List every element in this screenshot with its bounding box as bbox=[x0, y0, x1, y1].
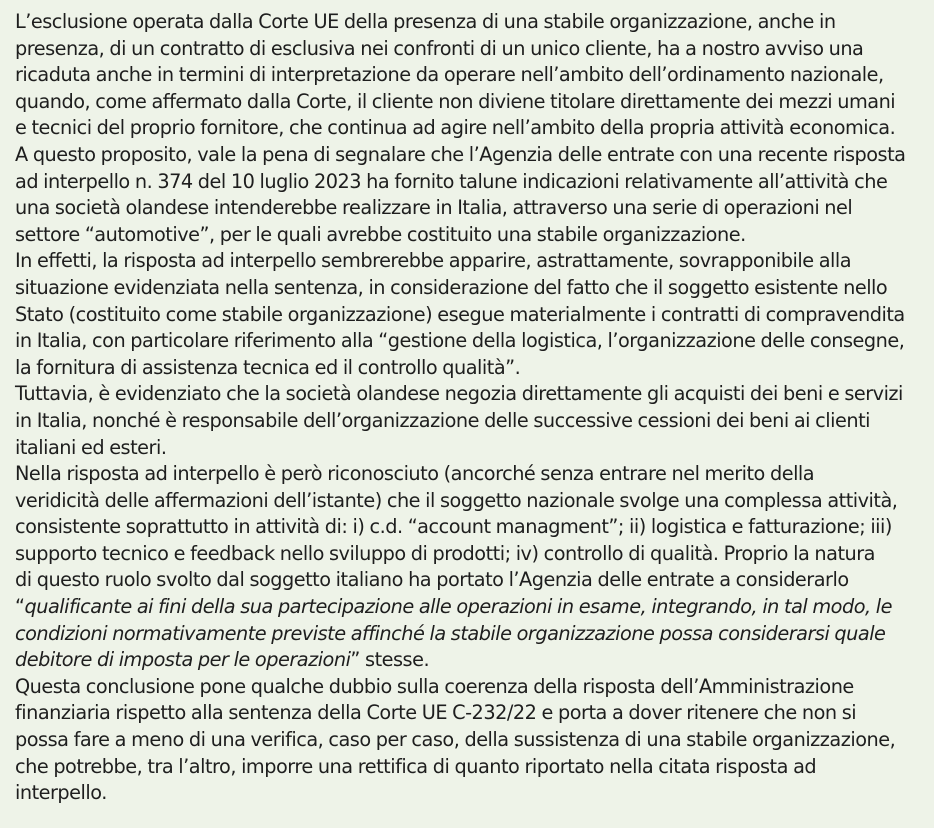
text-line: Tuttavia, è evidenziato che la società olandese negozia direttamente gli acquisti dei beni e servizi bbox=[15, 382, 903, 406]
paragraph-in-effetti bbox=[15, 248, 927, 381]
text-line: In effetti, la risposta ad interpello sembrerebbe apparire, astrattamente, sovrapponibile alla bbox=[15, 249, 852, 273]
quote-close-text: ” stesse. bbox=[350, 648, 430, 672]
text-line: A questo proposito, vale la pena di segnalare che l’Agenzia delle entrate con una recente risposta bbox=[15, 142, 906, 166]
paragraph-interpello-374 bbox=[15, 142, 927, 248]
text-line: di questo ruolo svolto dal soggetto italiano ha portato l’Agenzia delle entrate a considerarlo bbox=[15, 568, 849, 592]
text-line: italiani ed esteri. bbox=[15, 435, 167, 459]
quote-line bbox=[15, 621, 927, 648]
text-line: una società olandese intenderebbe realizzare in Italia, attraverso una serie di operazioni nel bbox=[15, 196, 853, 220]
text-line: consistente soprattutto in attività di: i) c.d. “account managment”; ii) logistica e fatturazione; iii) bbox=[15, 515, 892, 539]
text-line: veridicità delle affermazioni dell’istante) che il soggetto nazionale svolge una complessa attività, bbox=[15, 488, 898, 512]
text-line: in Italia, con particolare riferimento alla “gestione della logistica, l’organizzazione delle consegne, bbox=[15, 329, 905, 353]
text-line: la fornitura di assistenza tecnica ed il controllo qualità”. bbox=[15, 355, 521, 379]
document-body bbox=[15, 9, 927, 807]
text-line: Stato (costituito come stabile organizzazione) esegue materialmente i contratti di compravendita bbox=[15, 302, 905, 326]
quote-open-mark: “ bbox=[15, 595, 25, 619]
text-line: settore “automotive”, per le quali avrebbe costituito una stabile organizzazione. bbox=[15, 222, 746, 246]
text-line: in Italia, nonché è responsabile dell’organizzazione delle successive cessioni dei beni ai clienti bbox=[15, 408, 870, 432]
paragraph-conclusione bbox=[15, 674, 927, 807]
text-line: Questa conclusione pone qualche dubbio sulla coerenza della risposta dell’Amministrazione bbox=[15, 674, 854, 698]
quote-line bbox=[15, 647, 927, 674]
italic-quote: qualificante ai fini della sua partecipazione alle operazioni in esame, integrando, in tal modo, le bbox=[24, 595, 892, 619]
text-line: che potrebbe, tra l’altro, imporre una rettifica di quanto riportato nella citata risposta ad bbox=[15, 754, 817, 778]
text-line: quando, come affermato dalla Corte, il cliente non diviene titolare direttamente dei mezzi umani bbox=[15, 89, 896, 113]
text-line: ricaduta anche in termini di interpretazione da operare nell’ambito dell’ordinamento nazionale, bbox=[15, 63, 884, 87]
italic-quote: debitore di imposta per le operazioni bbox=[15, 648, 351, 672]
text-line: presenza, di un contratto di esclusiva nei confronti di un unico cliente, ha a nostro avviso una bbox=[15, 36, 864, 60]
paragraph-tuttavia bbox=[15, 381, 927, 461]
paragraph-corte-ue bbox=[15, 9, 927, 142]
text-line: L’esclusione operata dalla Corte UE della presenza di una stabile organizzazione, anche in bbox=[15, 10, 836, 33]
text-line: ad interpello n. 374 del 10 luglio 2023 ha fornito talune indicazioni relativamente all’attività che bbox=[15, 169, 888, 193]
text-line: finanziaria rispetto alla sentenza della Corte UE C-232/22 e porta a dover ritenere che non si bbox=[15, 701, 857, 725]
text-line: e tecnici del proprio fornitore, che continua ad agire nell’ambito della propria attività economica. bbox=[15, 116, 896, 140]
paragraph-riconosciuto bbox=[15, 461, 927, 674]
text-line: interpello. bbox=[15, 781, 107, 805]
text-line: supporto tecnico e feedback nello sviluppo di prodotti; iv) controllo di qualità. Proprio la natura bbox=[15, 541, 875, 565]
text-line: possa fare a meno di una verifica, caso per caso, della sussistenza di una stabile organizzazione, bbox=[15, 728, 896, 752]
text-line: situazione evidenziata nella sentenza, in considerazione del fatto che il soggetto esistente nello bbox=[15, 275, 888, 299]
italic-quote: condizioni normativamente previste affinché la stabile organizzazione possa considerarsi quale bbox=[15, 621, 886, 645]
text-line: Nella risposta ad interpello è però riconosciuto (ancorché senza entrare nel merito della bbox=[15, 462, 815, 486]
quote-line bbox=[15, 594, 927, 621]
